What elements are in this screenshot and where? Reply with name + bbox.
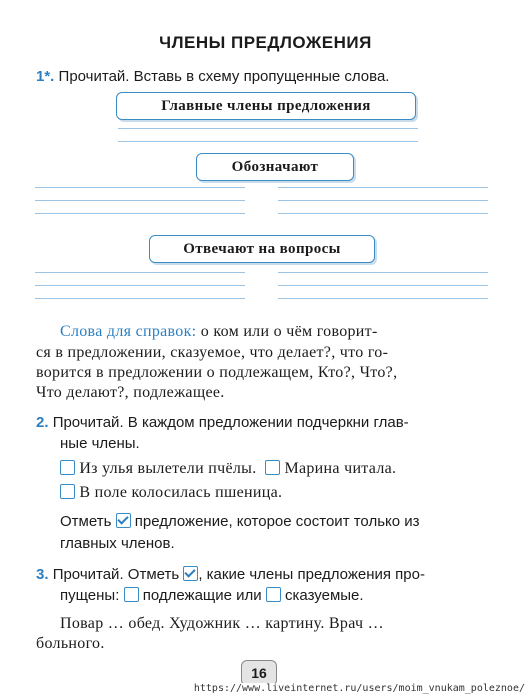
task3-instruction: Прочитай. Отметь bbox=[52, 566, 180, 583]
answer-line[interactable] bbox=[35, 187, 245, 188]
option-subject: подлежащие или bbox=[142, 587, 262, 604]
answer-line[interactable] bbox=[35, 213, 245, 214]
task3-header bbox=[36, 566, 425, 583]
task3-number: 3. bbox=[36, 566, 49, 583]
answer-line[interactable] bbox=[278, 200, 488, 201]
task2-mark-line2: главных членов. bbox=[60, 535, 175, 552]
sentence: Из улья вылетели пчёлы. bbox=[79, 460, 257, 477]
answer-line[interactable] bbox=[35, 298, 245, 299]
box-denote: Обозначают bbox=[196, 153, 354, 181]
option-predicate: сказуемые. bbox=[285, 587, 364, 604]
task2-row2 bbox=[60, 484, 282, 502]
answer-line[interactable] bbox=[278, 213, 488, 214]
answer-line[interactable] bbox=[35, 200, 245, 201]
box-answer-questions: Отвечают на вопросы bbox=[149, 235, 375, 263]
answer-line[interactable] bbox=[118, 141, 418, 142]
answer-line[interactable] bbox=[278, 187, 488, 188]
task3-text: пущены: bbox=[60, 587, 120, 604]
checkbox-subject[interactable] bbox=[124, 587, 139, 602]
checkbox[interactable] bbox=[60, 460, 75, 475]
task2-row1 bbox=[60, 460, 396, 478]
checkmark-icon bbox=[183, 566, 198, 581]
answer-line[interactable] bbox=[118, 128, 418, 129]
answer-line[interactable] bbox=[35, 272, 245, 273]
page-number: 16 bbox=[241, 660, 277, 686]
task2-header bbox=[36, 414, 409, 431]
checkbox-predicate[interactable] bbox=[266, 587, 281, 602]
reference-line1 bbox=[60, 323, 378, 341]
reference-line4: Что делают?, подлежащее. bbox=[36, 384, 225, 401]
task2-instruction: Прочитай. В каждом предложении подчеркни глав- bbox=[52, 414, 409, 431]
page-title: ЧЛЕНЫ ПРЕДЛОЖЕНИЯ bbox=[159, 33, 372, 52]
task2-mark-line bbox=[60, 513, 420, 530]
checkmark-icon bbox=[116, 513, 131, 528]
reference-line3: ворится в предложении о подлежащем, Кто?, Что?, bbox=[36, 364, 398, 381]
task2-number: 2. bbox=[36, 414, 49, 431]
answer-line[interactable] bbox=[278, 298, 488, 299]
sentence: В поле колосилась пшеница. bbox=[79, 484, 283, 501]
task3-text-line1: Повар … обед. Художник … картину. Врач … bbox=[60, 615, 384, 632]
task1-instruction: Прочитай. Вставь в схему пропущенные слова. bbox=[58, 68, 390, 85]
reference-label: Слова для справок: bbox=[60, 323, 197, 340]
sentence: Марина читала. bbox=[284, 460, 397, 477]
answer-line[interactable] bbox=[278, 272, 488, 273]
answer-line[interactable] bbox=[278, 285, 488, 286]
answer-line[interactable] bbox=[35, 285, 245, 286]
task3-instruction: , какие члены предложения про- bbox=[198, 566, 425, 583]
box-main-members: Главные члены предложения bbox=[116, 92, 416, 120]
task1-header bbox=[36, 68, 389, 85]
reference-text: о ком или о чём говорит- bbox=[200, 323, 378, 340]
watermark-url: https://www.liveinternet.ru/users/moim_vnukam_poleznoe/ bbox=[193, 683, 525, 694]
task1-number: 1*. bbox=[36, 68, 55, 85]
checkbox[interactable] bbox=[60, 484, 75, 499]
task2-instruction-cont: ные члены. bbox=[60, 435, 140, 452]
task3-options bbox=[60, 587, 364, 604]
task3-text-line2: больного. bbox=[36, 635, 105, 652]
checkbox[interactable] bbox=[265, 460, 280, 475]
mark-text: предложение, которое состоит только из bbox=[134, 513, 420, 530]
mark-text: Отметь bbox=[60, 513, 112, 530]
reference-line2: ся в предложении, сказуемое, что делает?, что го- bbox=[36, 344, 389, 361]
